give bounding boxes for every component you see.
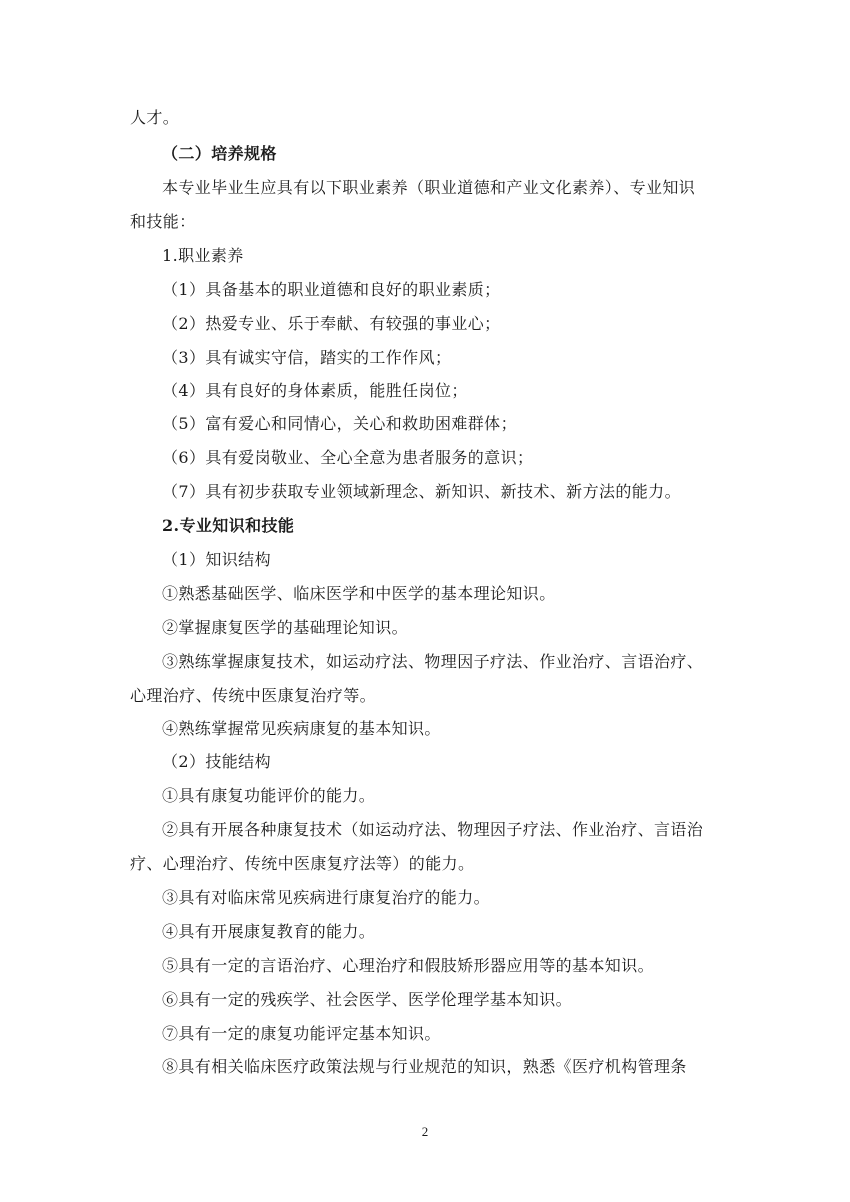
subheading-knowledge-skills: 2.专业知识和技能 <box>162 516 295 535</box>
quality-item-7: （7）具有初步获取专业领域新理念、新知识、新技术、新方法的能力。 <box>162 482 681 501</box>
knowledge-item-3-line-2: 心理治疗、传统中医康复治疗等。 <box>130 686 377 705</box>
skill-item-7: ⑦具有一定的康复功能评定基本知识。 <box>162 1024 441 1043</box>
knowledge-item-3-line-1: ③熟练掌握康复技术，如运动疗法、物理因子疗法、作业治疗、言语治疗、 <box>162 652 704 671</box>
quality-item-6: （6）具有爱岗敬业、全心全意为患者服务的意识； <box>162 448 534 467</box>
skill-item-4: ④具有开展康复教育的能力。 <box>162 922 376 941</box>
intro-paragraph-line-1: 本专业毕业生应具有以下职业素养（职业道德和产业文化素养）、专业知识 <box>162 178 696 197</box>
knowledge-item-4: ④熟练掌握常见疾病康复的基本知识。 <box>162 719 441 738</box>
skill-structure-heading: （2）技能结构 <box>162 752 271 771</box>
subheading-professional-quality: 1.职业素养 <box>162 246 244 265</box>
intro-paragraph-line-2: 和技能： <box>130 212 196 231</box>
skill-item-1: ①具有康复功能评价的能力。 <box>162 786 376 805</box>
quality-item-3: （3）具有诚实守信，踏实的工作作风； <box>162 348 452 367</box>
skill-item-6: ⑥具有一定的残疾学、社会医学、医学伦理学基本知识。 <box>162 990 573 1009</box>
knowledge-item-1: ①熟悉基础医学、临床医学和中医学的基本理论知识。 <box>162 584 556 603</box>
quality-item-4: （4）具有良好的身体素质，能胜任岗位； <box>162 381 468 400</box>
skill-item-3: ③具有对临床常见疾病进行康复治疗的能力。 <box>162 888 491 907</box>
skill-item-5: ⑤具有一定的言语治疗、心理治疗和假肢矫形器应用等的基本知识。 <box>162 956 655 975</box>
skill-item-8-line-1: ⑧具有相关临床医疗政策法规与行业规范的知识，熟悉《医疗机构管理条 <box>162 1057 687 1076</box>
section-heading-training-specs: （二）培养规格 <box>162 144 277 163</box>
skill-item-2-line-2: 疗、心理治疗、传统中医康复疗法等）的能力。 <box>130 854 475 873</box>
quality-item-2: （2）热爱专业、乐于奉献、有较强的事业心； <box>162 314 501 333</box>
quality-item-5: （5）富有爱心和同情心，关心和救助困难群体； <box>162 414 517 433</box>
skill-item-2-line-1: ②具有开展各种康复技术（如运动疗法、物理因子疗法、作业治疗、言语治 <box>162 820 704 839</box>
knowledge-structure-heading: （1）知识结构 <box>162 550 271 569</box>
page-number: 2 <box>421 1124 429 1139</box>
line-continuation: 人才。 <box>130 108 180 127</box>
knowledge-item-2: ②掌握康复医学的基础理论知识。 <box>162 618 409 637</box>
quality-item-1: （1）具备基本的职业道德和良好的职业素质； <box>162 280 501 299</box>
